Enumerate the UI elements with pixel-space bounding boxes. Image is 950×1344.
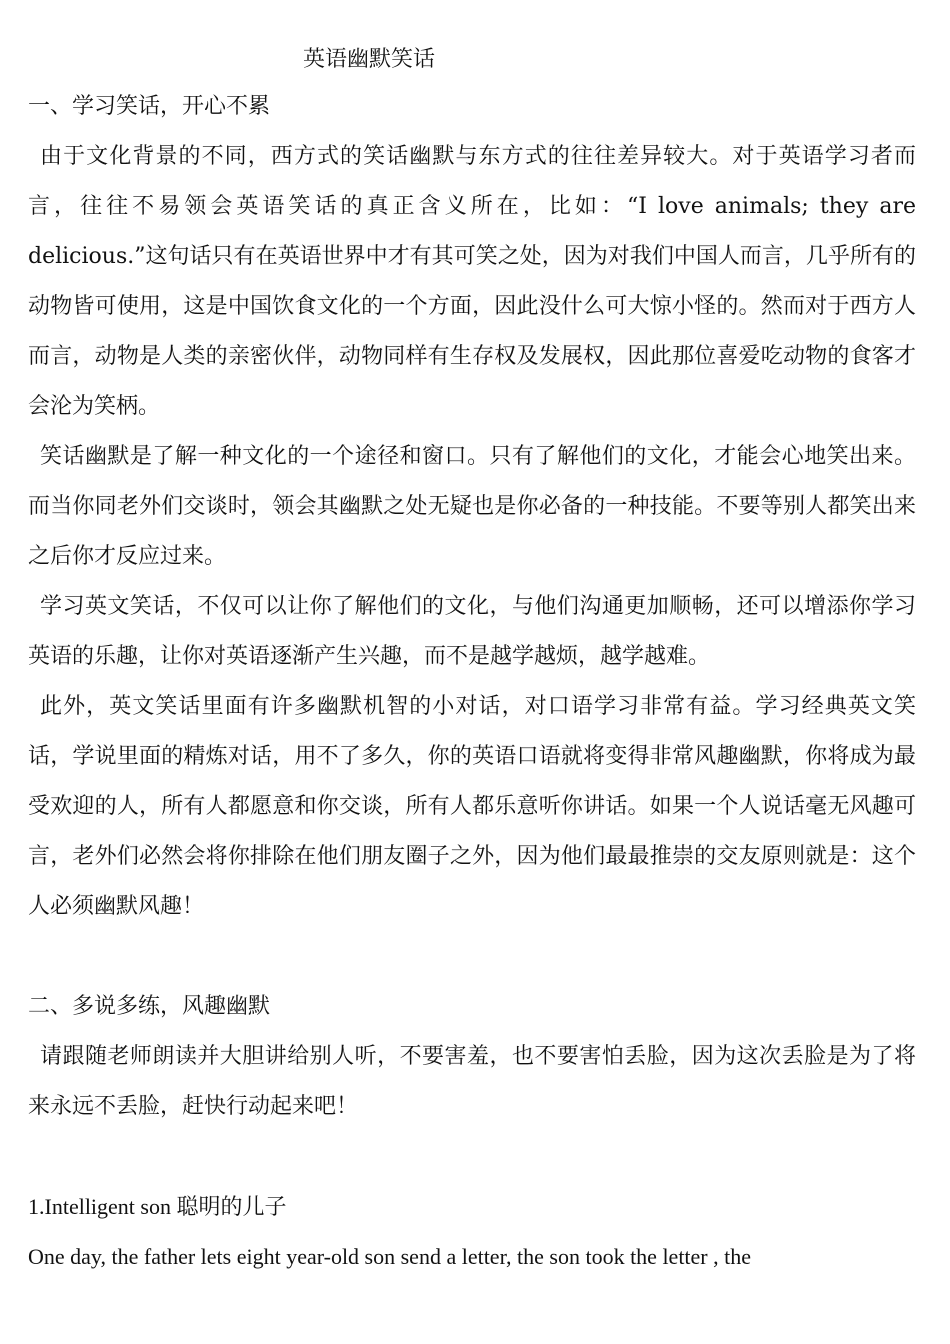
section-1-paragraph-4: 此外，英文笑话里面有许多幽默机智的小对话，对口语学习非常有益。学习经典英文笑话，学说里面的精炼对话，用不了多久，你的英语口语就将变得非常风趣幽默，你将成为最受欢迎的人，所有人都愿意和你交谈，所有人都乐意听你讲话。如果一个人说话毫无风趣可言，老外们必然会将你排除在他们朋友圈子之外，因为他们最最推崇的交友原则就是：这个人必须幽默风趣！ xyxy=(28,694,916,919)
section-2-paragraph-1: 请跟随老师朗读并大胆讲给别人听，不要害羞，也不要害怕丢脸，因为这次丢脸是为了将来永远不丢脸，赶快行动起来吧！ xyxy=(28,1044,916,1119)
section-1-heading: 一、学习笑话，开心不累 xyxy=(28,94,271,119)
story-1-title: 1.Intelligent son 聪明的儿子 xyxy=(28,1194,287,1219)
section-1-paragraph-2: 笑话幽默是了解一种文化的一个途径和窗口。只有了解他们的文化，才能会心地笑出来。而当你同老外们交谈时，领会其幽默之处无疑也是你必备的一种技能。不要等别人都笑出来之后你才反应过来。 xyxy=(28,444,916,569)
spacer xyxy=(28,932,916,982)
section-2-heading: 二、多说多练，风趣幽默 xyxy=(28,994,271,1019)
document-title: 英语幽默笑话 xyxy=(303,47,436,72)
document-page xyxy=(28,38,916,1282)
section-1-paragraph-3: 学习英文笑话，不仅可以让你了解他们的文化，与他们沟通更加顺畅，还可以增添你学习英语的乐趣，让你对英语逐渐产生兴趣，而不是越学越烦，越学越难。 xyxy=(28,594,916,669)
section-1-paragraph-1: 由于文化背景的不同，西方式的笑话幽默与东方式的往往差异较大。对于英语学习者而言，往往不易领会英语笑话的真正含义所在，比如：“I love animals; they are delicious.”这句话只有在英语世界中才有其可笑之处，因为对我们中国人而言，几乎所有的动物皆可使用，这是中国饮食文化的一个方面，因此没什么可大惊小怪的。然而对于西方人而言，动物是人类的亲密伙伴，动物同样有生存权及发展权，因此那位喜爱吃动物的食客才会沦为笑柄。 xyxy=(28,144,916,419)
spacer xyxy=(28,1132,916,1182)
story-1-text: One day, the father lets eight year-old son send a letter, the son took the letter , the xyxy=(28,1244,752,1269)
